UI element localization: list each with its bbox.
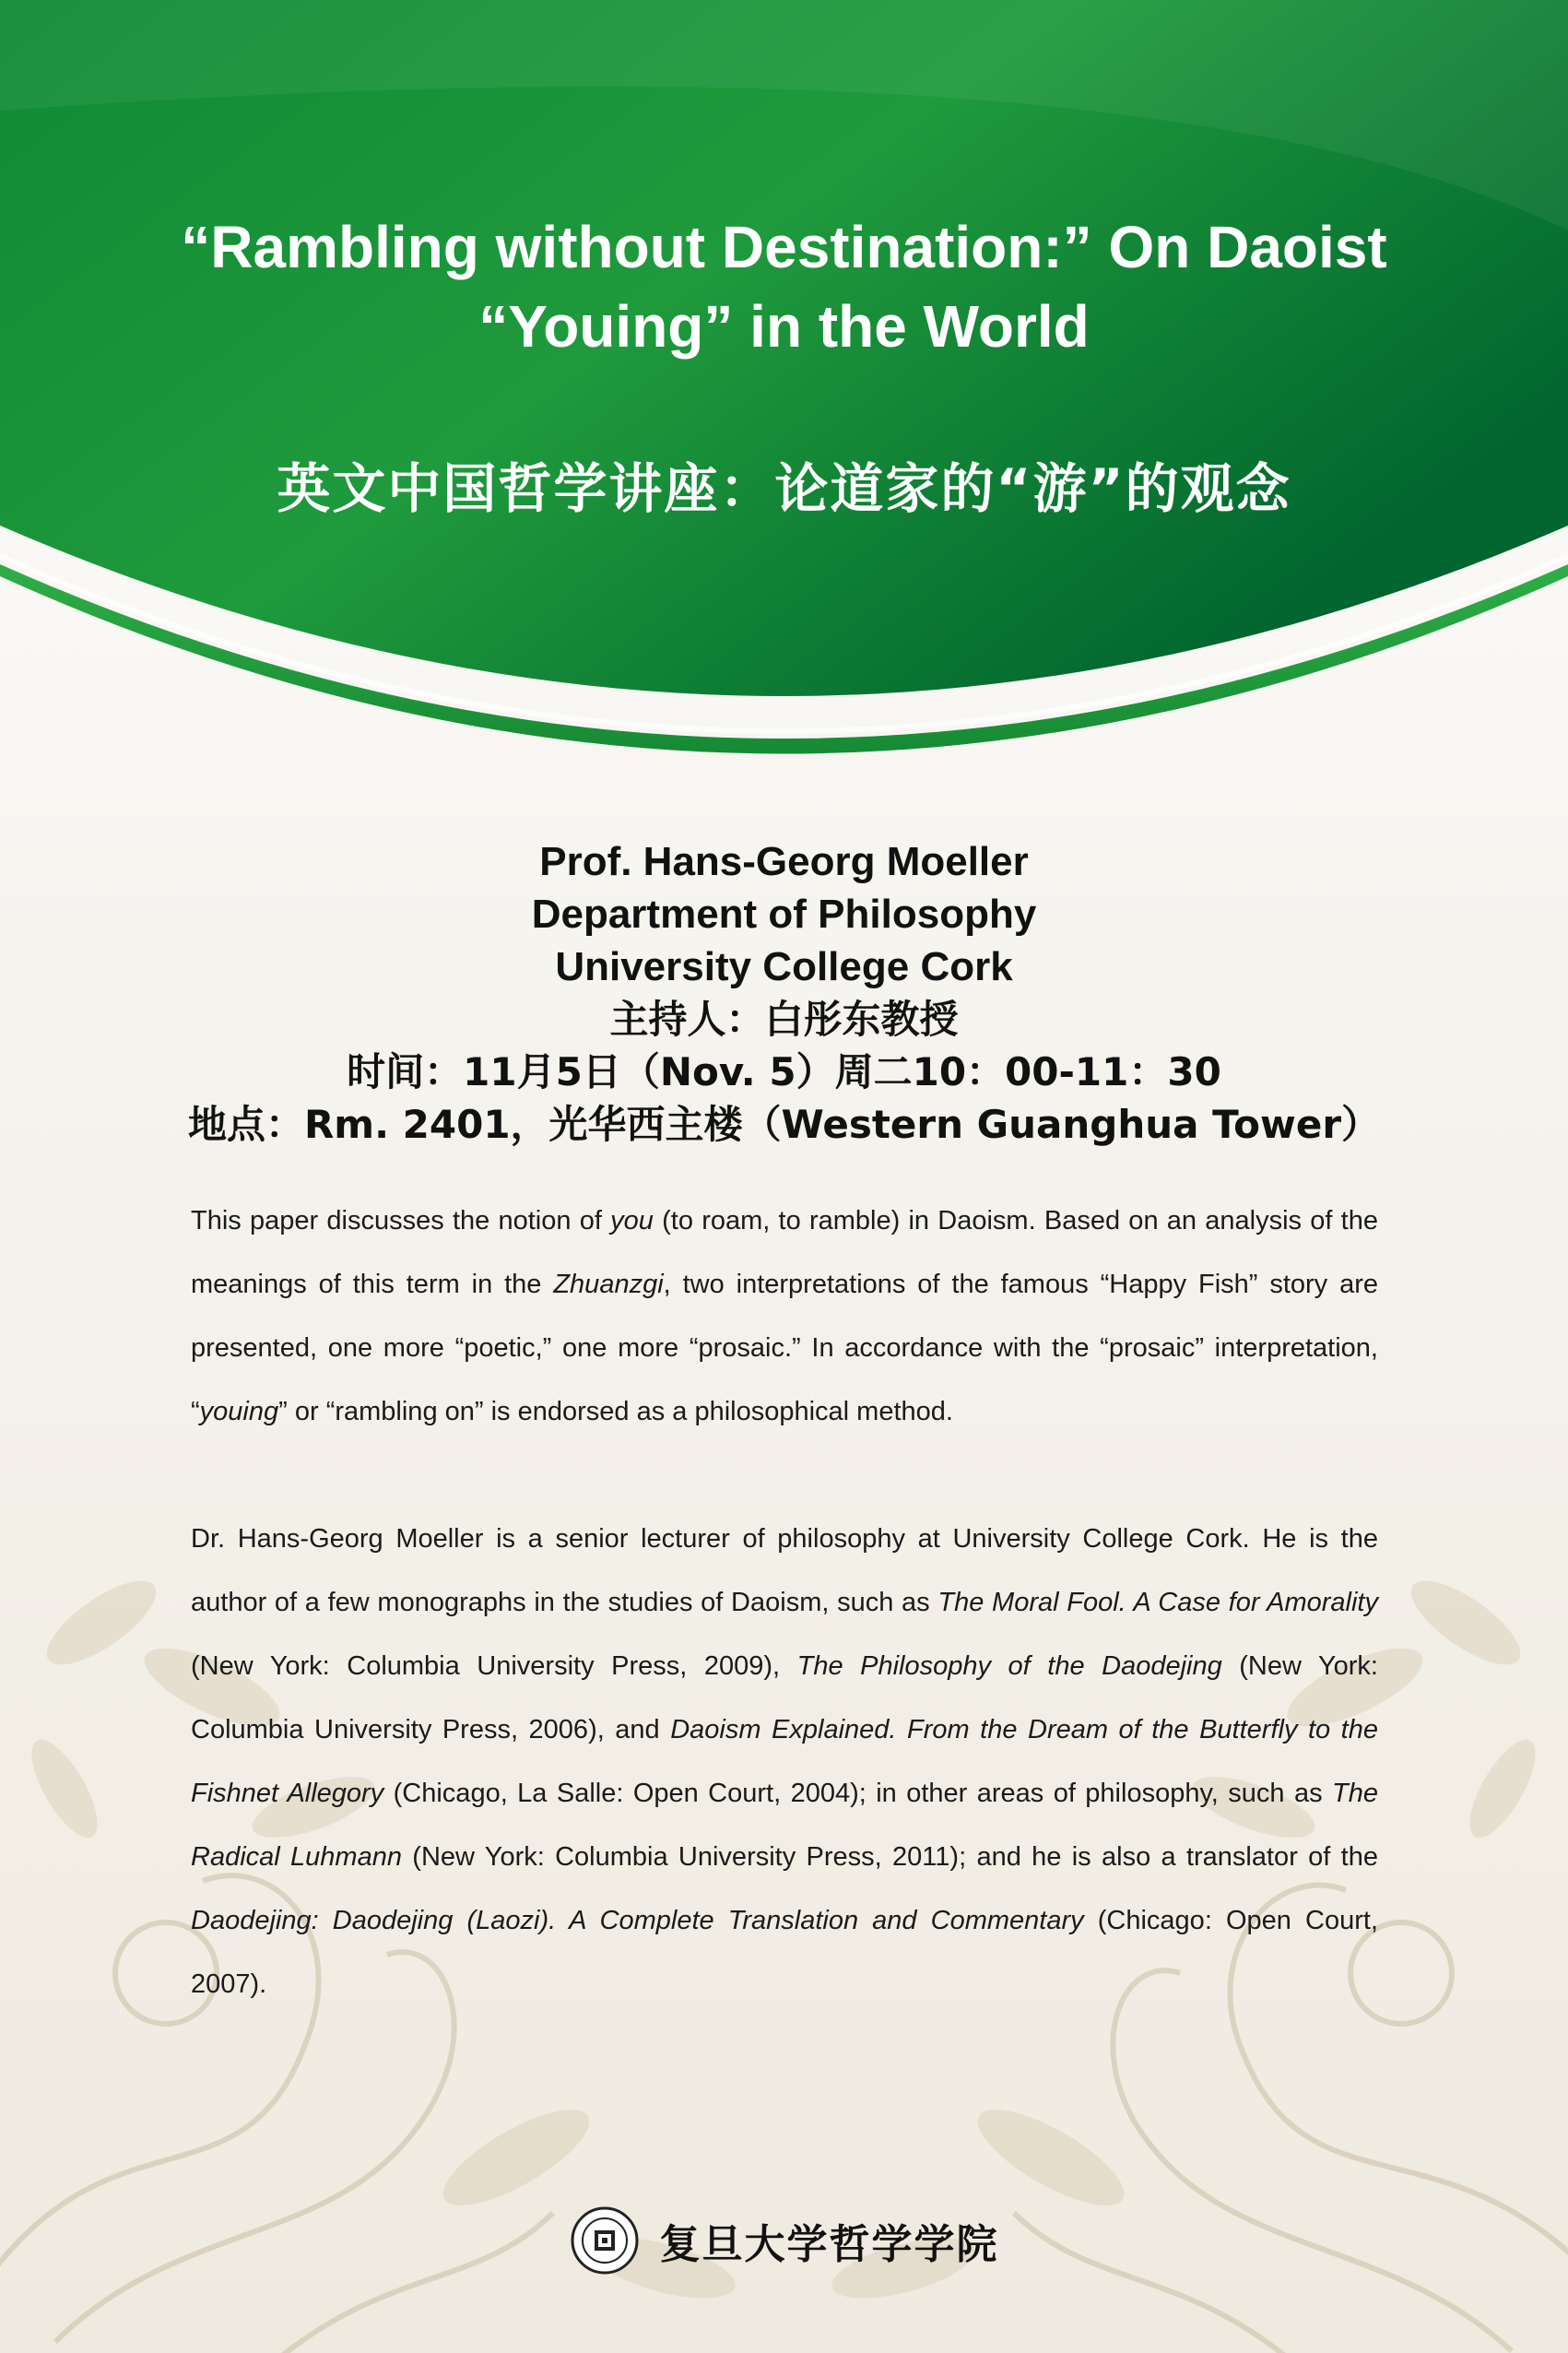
abstract-text: , two interpretations of the famous “Happy Fish” story are presented, one more “poetic,” one more “prosaic.” In accordance with the “prosaic” interpretation, “ [191,1270,1378,1426]
book-title: The Philosophy of the Daodejing [796,1651,1222,1681]
header-background [0,0,1568,830]
body-text [191,1189,1378,2016]
abstract-text: ” or “rambling on” is endorsed as a philosophical method. [278,1397,953,1426]
bio-text: (Chicago, La Salle: Open Court, 2004); in other areas of philosophy, such as [383,1779,1333,1808]
abstract-term: youing [199,1397,279,1426]
bio-text: Dr. Hans-Georg Moeller is a senior lecturer of philosophy at University College Cork. He is the author of a few monographs in the studies of Daoism, such as [191,1524,1378,1617]
abstract-text: (to roam, to ramble) in Daoism. Based on an analysis of the meanings of this term in the [191,1206,1378,1299]
speaker-institution: University College Cork [555,944,1013,989]
footer [0,2199,1568,2282]
abstract-term: you [610,1206,654,1236]
event-time: 时间：11月5日（Nov. 5）周二10：00-11：30 [347,1049,1221,1094]
title-en-line-2: “Youing” in the World [478,293,1090,360]
event-info [0,835,1568,1151]
title-en-line-1: “Rambling without Destination:” On Daoist [181,214,1387,280]
book-title: Daodejing: Daodejing (Laozi). A Complete Translation and Commentary [191,1906,1084,1935]
bio-text: (New York: Columbia University Press, 2009), [191,1651,797,1681]
speaker-department: Department of Philosophy [531,892,1037,937]
abstract-paragraph [191,1189,1378,1444]
book-title: The Radical Luhmann [191,1779,1378,1872]
school-name: 复旦大学哲学学院 [659,2221,999,2268]
bio-text: (Chicago: Open Court, 2007). [191,1906,1378,1999]
poster-title-zh: 英文中国哲学讲座：论道家的“游”的观念 [277,457,1291,520]
poster-title-en [0,207,1568,366]
bio-paragraph [191,1508,1378,2016]
bio-text: (New York: Columbia University Press, 2011); and he is also a translator of the [401,1842,1378,1872]
book-title: The Moral Fool. A Case for Amorality [937,1588,1378,1617]
event-venue: 地点：Rm. 2401，光华西主楼（Western Guanghua Tower） [187,1102,1381,1147]
bio-text: (New York: Columbia University Press, 2006), and [191,1651,1378,1744]
abstract-text: This paper discusses the notion of [191,1206,611,1236]
speaker-name: Prof. Hans-Georg Moeller [539,839,1029,884]
book-title: Daoism Explained. From the Dream of the Butterfly to the Fishnet Allegory [191,1715,1378,1808]
event-host: 主持人：白彤东教授 [609,997,959,1042]
fudan-seal-icon [570,2205,640,2276]
abstract-book: Zhuanzgi [553,1270,664,1299]
